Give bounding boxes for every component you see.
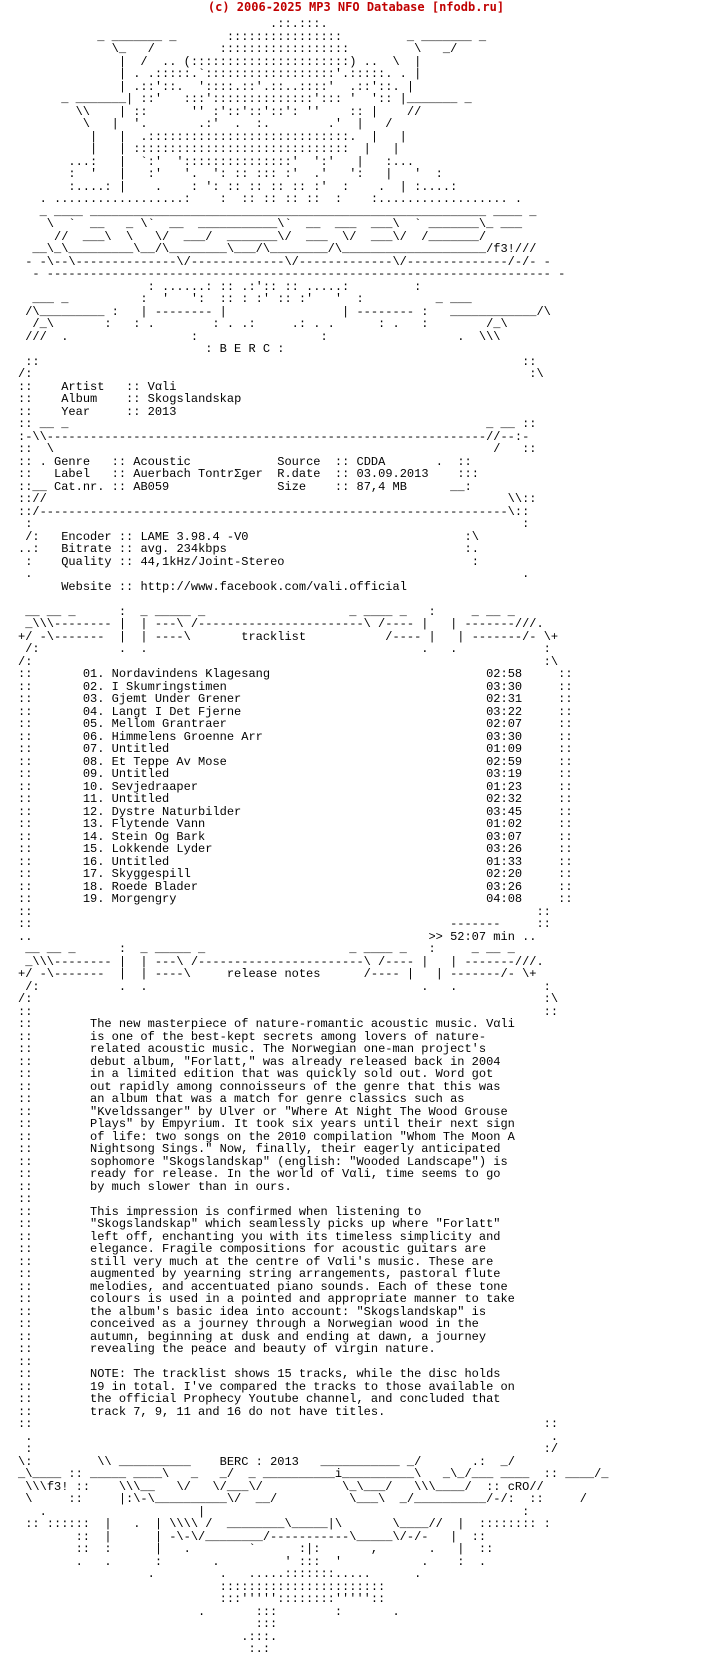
track-title: Untitled — [112, 742, 170, 756]
track-title: Roede Blader — [112, 880, 198, 894]
track-number: 03. — [83, 692, 105, 706]
source-value: CDDA — [357, 455, 386, 469]
notes-text: related acoustic music. The Norwegian one-man project's — [90, 1042, 486, 1056]
track-row: :: 08. Et Teppe Av Mose 02:59 :: — [18, 755, 573, 769]
track-time: 02:32 — [486, 792, 522, 806]
tracklist — [18, 667, 573, 906]
field-label: Artist — [61, 380, 104, 394]
field-label: Genre — [54, 455, 90, 469]
track-title: Gjemt Under Grener — [112, 692, 242, 706]
track-row: :: 19. Morgengry 04:08 :: — [18, 892, 573, 906]
total-time: 52:07 min — [450, 930, 515, 944]
track-number: 02. — [83, 680, 105, 694]
track-time: 03:26 — [486, 842, 522, 856]
footer-year: 2013 — [270, 1455, 299, 1469]
notes-text: Plays" by Empyrium. It took six years until their next sign — [90, 1117, 515, 1131]
track-time: 01:33 — [486, 855, 522, 869]
track-title: Mellom Grantraer — [112, 717, 227, 731]
field-label: Quality — [61, 555, 111, 569]
notes-line: :: an album that was a match for genre classics such as — [18, 1092, 464, 1106]
quality-value: 44,1kHz/Joint-Stereo — [140, 555, 284, 569]
notes-text: melodies, and accentuated piano sounds. Each of these tone — [90, 1280, 508, 1294]
notes-line: :: "Kveldssanger" by Ulver or "Where At Night The Wood Grouse — [18, 1105, 508, 1119]
field-label: Size — [277, 480, 306, 494]
track-row: :: 05. Mellom Grantraer 02:07 :: — [18, 717, 573, 731]
track-time: 01:02 — [486, 817, 522, 831]
catnr-value: AB059 — [133, 480, 169, 494]
notes-text: still very much at the centre of Vαli's music. These are — [90, 1255, 493, 1269]
track-time: 02:59 — [486, 755, 522, 769]
notes-text: sophomore "Skogslandskap" (english: "Wooded Landscape") is — [90, 1155, 508, 1169]
genre-value: Acoustic — [133, 455, 191, 469]
track-row: :: 07. Untitled 01:09 :: — [18, 742, 573, 756]
notes-text: augmented by yearning string arrangements, pastoral flute — [90, 1267, 500, 1281]
track-time: 03:30 — [486, 680, 522, 694]
track-number: 08. — [83, 755, 105, 769]
track-number: 07. — [83, 742, 105, 756]
track-title: Skyggespill — [112, 867, 191, 881]
notes-text: is one of the best-kept secrets among lovers of nature- — [90, 1030, 486, 1044]
track-title: Flytende Vann — [112, 817, 206, 831]
track-number: 19. — [83, 892, 105, 906]
notes-text: the official Prophecy Youtube channel, and concluded that — [90, 1392, 500, 1406]
track-number: 09. — [83, 767, 105, 781]
field-label: Album — [61, 392, 97, 406]
notes-text: colours is used in a pointed and appropriate manner to take — [90, 1292, 515, 1306]
track-title: Nordavindens Klagesang — [112, 667, 270, 681]
track-row: :: 04. Langt I Det Fjerne 03:22 :: — [18, 705, 573, 719]
track-title: Untitled — [112, 792, 170, 806]
track-number: 10. — [83, 780, 105, 794]
track-time: 02:31 — [486, 692, 522, 706]
notes-line: :: related acoustic music. The Norwegian one-man project's — [18, 1042, 486, 1056]
notes-text: elegance. Fragile compositions for acoustic guitars are — [90, 1242, 486, 1256]
release-notes-title: release notes — [227, 967, 321, 981]
notes-line: :: The new masterpiece of nature-romantic acoustic music. Vαli — [18, 1017, 515, 1031]
field-label: Year — [61, 405, 90, 419]
notes-text: Nightsong Sings." Now, finally, their eagerly anticipated — [90, 1142, 500, 1156]
size-value: 87,4 MB — [357, 480, 407, 494]
footer-art: . | : :: :::::: | . | \\\\ / ________\_____|\ \____// | :::::::: : :: | | -\-\/________/-----------\_____\/-/- | :: :: : | . ` :|: , . | :: . . : . ' ::: ' . : . . . .....:::::::..... . ::::::::::::::::::::::: :::'''''::::::::''''':: . ::: : . ::: .:::. :.: — [18, 1505, 573, 1656]
track-number: 05. — [83, 717, 105, 731]
track-row: :: 16. Untitled 01:33 :: — [18, 855, 573, 869]
track-title: Et Teppe Av Mose — [112, 755, 227, 769]
tracklist-title: tracklist — [241, 630, 306, 644]
notes-text: debut album, "Forlatt," was already released back in 2004 — [90, 1055, 500, 1069]
track-row: :: 14. Stein Og Bark 03:07 :: — [18, 830, 573, 844]
track-time: 03:19 — [486, 767, 522, 781]
notes-text: revealing the peace and beauty of virgin nature. — [90, 1342, 436, 1356]
track-number: 01. — [83, 667, 105, 681]
track-title: Morgengry — [112, 892, 177, 906]
track-time: 02:58 — [486, 667, 522, 681]
notes-text: out rapidly among connoisseurs of the genre that this was — [90, 1080, 500, 1094]
notes-line: :: left off, enchanting you with its timeless simplicity and — [18, 1230, 500, 1244]
track-row: :: 01. Nordavindens Klagesang 02:58 :: — [18, 667, 573, 681]
berc-title: B E R C — [220, 342, 270, 356]
track-time: 02:07 — [486, 717, 522, 731]
field-label: Website — [61, 580, 111, 594]
nfo-text: .::.:::. _ _______ _ :::::::::::::::: _ _______ _ \_ / :::::::::::::::::: \ _/ | / .. (::::::::::::::::::::::) .. \ | | . .:::::.`::::::::::::::::::'.:::::. . | | .::'::. '::::.::'.::..::::' .::'::. | _ _______| ::' :::'::::::::::::::'::: ' ':: |_______ _ \\ | :: '' :'::'::'::': '' :: | // \ | '. .:' . :. .' | / | | .::::::::::::::::::::::::::::. | | | | :::::::::::::::::::::::::::::: | | ...: | `:' ':::::::::::::::' ':' | :... : ' | :' '. ': :: ::: :' .' ': | ' : :....: | . : ': :: :: :: :: :' : . | :....: . ..................: : :: :: :: :: : :.................. . _ ____ _______________________________________________________ ____ _ \ ` __ _ \` __ ___________\` __ ___ ___\ ` _______\_ ___ // ___\ \ \/ ___/ _______\/ ___ \/ ___\/ /_______/ __\_\_________\__/\________\___/\________/\____________________/f3!/// - -\--\--------------\/-------------\/-------------\/--------------/-/- - - ---------------------------------------------------------------------- - : ......: :: .:':: :: .....: : ___ _ : ' ': :: : :' :: :' ' : _ ___ /\_________ : | -------- | | -------- : ____________/\ /_\ : : . : . .: .: . . : . : /_\ /// . : : . \\\ : B E R C : :: :: /: :\ :: Artist :: Vαli :: Album :: Skogslandskap :: Year :: 2013 :: __ _ _ __ :: :-\\-------------------------------------------------------------//--:- :: \ / :: :: . Genre :: Acoustic Source :: CDDA . :: :: Label :: Auerbach TontrΣger R.date :: 03.09.2013 ::: ::__ Cat.nr. :: AB059 Size :: 87,4 MB __: ::// \\:: ::/-----------------------------------------------------------------\:: : : /: Encoder :: LAME 3.98.4 -V0 :\ ..: Bitrate :: avg. 234kbps :. : Quality :: 44,1kHz/Joint-Stereo : . . Website :: http://www.facebook.com/vali.official __ __ _ : _ _____ _ _ ____ _ : _ __ _ _\\\-------- | | ---\ /-----------------------\ /---- | | -------///. +/ -\------- | | ----\ tracklist /---- | | -------/- \+ /: . . . . : /: :\ :: 01. Nordavindens Klagesang 02:58 :: :: 02. I Skumringstimen 03:30 :: :: 03. Gjemt Under Grener 02:31 :: :: 04. Langt I Det Fjerne 03:22 :: :: 05. Mellom Grantraer 02:07 :: :: 06. Himmelens Groenne Arr 03:30 :: :: 07. Untitled 01:09 :: :: 08. Et Teppe Av Mose 02:59 :: :: 09. Untitled 03:19 :: :: 10. Sevjedraaper 01:23 :: :: 11. Untitled 02:32 :: :: 12. Dystre Naturbilder 03:45 :: :: 13. Flytende Vann 01:02 :: :: 14. Stein Og Bark 03:07 :: :: 15. Lokkende Lyder 03:26 :: :: 16. Untitled 01:33 :: :: 17. Skyggespill 02:20 :: :: 18. Roede Blader 03:26 :: :: 19. Morgengry 04:08 :: :: :: :: ------- :: .. >> 52:07 min .. __ __ _ : _ _____ _ _ ____ _ : _ __ _ _\\\-------- | | ---\ /-----------------------\ /---- | | -------///. +/ -\------- | | ----\ release notes /---- | | -------/- \+ /: . . . . : /: :\ :: :: :: The new masterpiece of nature-romantic acoustic music. Vαli :: is one of the best-kept secrets among lovers of nature- :: related acoustic music. The Norwegian one-man project's :: debut album, "Forlatt," was already released back in 2004 :: in a limited edition that was quickly sold out. Word got :: out rapidly among connoisseurs of the genre that this was :: an album that was a match for genre classics such as :: "Kveldssanger" by Ulver or "Where At Night The Wood Grouse :: Plays" by Empyrium. It took six years until their next sign :: of life: two songs on the 2010 compilation "Whom The Moon A :: Nightsong Sings." Now, finally, their eagerly anticipated :: sophomore "Skogslandskap" (english: "Wooded Landscape") is :: ready for release. In the world of Vαli, time seems to go :: by much slower than in ours. :: :: This impression is confirmed when listening to :: "Skogslandskap" which seamlessly picks up where "Forlatt" :: left off, enchanting you with its timeless simplicity and :: elegance. Fragile compositions for acoustic guitars are :: still very much at the centre of Vαli's music. These are :: augmented by yearning string arrangements, pastoral flute :: melodies, and accentuated piano sounds. Each of these tone :: colours is used in a pointed and appropriate manner to take :: the album's basic idea into account: "Skogslandskap" is :: conceived as a journey through a Norwegian wood in the :: autumn, beginning at dusk and ending at dawn, a journey :: revealing the peace and beauty of virgin nature. :: :: NOTE: The tracklist shows 15 tracks, while the disc holds :: 19 in total. I've compared the tracks to those available on :: the official Prophecy Youtube channel, and concluded that :: track 7, 9, 11 and 16 do not have titles. :: :: . . : :/ \: \\ __________ BERC : 2013 ___________ _/ .: _/ _\____ :: _____ ____\ _ _/ _ __________i__________\ _\_/___ ____ :: ____/_ \\\f3! :: \\\__ \/ \/___\/ \_\___/ \\\____/ :: cRO// \ :: |:\-\__________\/ __/ \___\ _/__________/-/: :: / . | : :: :::::: | . | \\\\ / ________\_____|\ \____// | :::::::: : :: | | -\-\/________/-----------\_____\/-/- | :: :: : | . ` :|: , . | :: . . : . ' ::: ' . : . . . .....:::::::..... . ::::::::::::::::::::::: :::'''''::::::::''''':: . ::: : . ::: .:::. :.: — [18, 18, 609, 1656]
field-label: R.date — [277, 467, 320, 481]
track-row: :: 09. Untitled 03:19 :: — [18, 767, 573, 781]
track-time: 03:22 — [486, 705, 522, 719]
encoder-value: LAME 3.98.4 -V0 — [140, 530, 248, 544]
notes-text: of life: two songs on the 2010 compilation "Whom The Moon A — [90, 1130, 515, 1144]
track-number: 13. — [83, 817, 105, 831]
notes-line: :: track 7, 9, 11 and 16 do not have titles. — [18, 1405, 385, 1419]
track-number: 04. — [83, 705, 105, 719]
notes-line: :: out rapidly among connoisseurs of the genre that this was — [18, 1080, 500, 1094]
field-label: Label — [54, 467, 90, 481]
notes-text: track 7, 9, 11 and 16 do not have titles. — [90, 1405, 385, 1419]
track-number: 16. — [83, 855, 105, 869]
artist-value: Vαli — [148, 380, 177, 394]
year-value: 2013 — [148, 405, 177, 419]
notes-text: NOTE: The tracklist shows 15 tracks, while the disc holds — [90, 1367, 500, 1381]
track-number: 06. — [83, 730, 105, 744]
logo-art: .::.:::. _ _______ _ :::::::::::::::: _ _______ _ \_ / :::::::::::::::::: \ _/ | / .. (::::::::::::::::::::::) .. \ | | . .:::::.`::::::::::::::::::'.:::::. . | | .::'::. '::::.::'.::..::::' .::'::. | _ _______| ::' :::'::::::::::::::'::: ' ':: |_______ _ \\ | :: '' :'::'::'::': '' :: | // \ | '. .:' . :. .' | / | | .::::::::::::::::::::::::::::. | | | | :::::::::::::::::::::::::::::: | | ...: | `:' ':::::::::::::::' ':' | :... : ' | :' '. ': :: ::: :' .' ': | ' : :....: | . : ': :: :: :: :: :' : . | :....: . ..................: : :: :: :: :: : :.................. . — [18, 17, 544, 206]
notes-text: the album's basic idea into account: "Skogslandskap" is — [90, 1305, 486, 1319]
track-row: :: 06. Himmelens Groenne Arr 03:30 :: — [18, 730, 573, 744]
notes-line: :: Plays" by Empyrium. It took six years until their next sign — [18, 1117, 515, 1131]
track-title: Langt I Det Fjerne — [112, 705, 242, 719]
field-label: Source — [277, 455, 320, 469]
bitrate-value: avg. 234kbps — [140, 542, 226, 556]
berc-frame: _ ____ _______________________________________________________ ____ _ \ ` __ _ \` __ ___________\` __ ___ ___\ ` _______\_ ___ // ___\ \ \/ ___/ _______\/ ___ \/ ___\/ /_______/ __\_\_________\__/\________\___/\________/\____________________/f3!/// - -\--\--------------\/-------------\/-------------\/--------------/-/- - - ---------------------------------------------------------------------- - : ......: :: .:':: :: .....: : ___ _ : ' ': :: : :' :: :' ' : _ ___ /\_________ : | -------- | | -------- : ____________/\ /_\ : : . : . .: .: . . : . : /_\ /// . : : . \\\ — [18, 205, 565, 344]
track-row: :: 18. Roede Blader 03:26 :: — [18, 880, 573, 894]
field-label: Encoder — [61, 530, 111, 544]
notes-line: :: in a limited edition that was quickly sold out. Word got — [18, 1067, 493, 1081]
track-number: 18. — [83, 880, 105, 894]
track-number: 11. — [83, 792, 105, 806]
notes-text: left off, enchanting you with its timeless simplicity and — [90, 1230, 500, 1244]
track-title: Himmelens Groenne Arr — [112, 730, 263, 744]
notes-line: :: NOTE: The tracklist shows 15 tracks, while the disc holds — [18, 1367, 500, 1381]
track-row: :: 17. Skyggespill 02:20 :: — [18, 867, 573, 881]
footer-berc: BERC — [220, 1455, 249, 1469]
track-row: :: 10. Sevjedraaper 01:23 :: — [18, 780, 573, 794]
notes-line: :: 19 in total. I've compared the tracks to those available on — [18, 1380, 515, 1394]
notes-line: :: sophomore "Skogslandskap" (english: "Wooded Landscape") is — [18, 1155, 508, 1169]
track-title: Dystre Naturbilder — [112, 805, 242, 819]
notes-line: :: conceived as a journey through a Norwegian wood in the — [18, 1317, 479, 1331]
notes-line: :: "Skogslandskap" which seamlessly picks up where "Forlatt" — [18, 1217, 500, 1231]
track-row: :: 11. Untitled 02:32 :: — [18, 792, 573, 806]
track-row: :: 02. I Skumringstimen 03:30 :: — [18, 680, 573, 694]
track-row: :: 12. Dystre Naturbilder 03:45 :: — [18, 805, 573, 819]
notes-line: :: ready for release. In the world of Vαli, time seems to go — [18, 1167, 500, 1181]
notes-line: :: This impression is confirmed when listening to — [18, 1205, 421, 1219]
track-number: 17. — [83, 867, 105, 881]
notes-line: :: is one of the best-kept secrets among lovers of nature- — [18, 1030, 486, 1044]
track-time: 04:08 — [486, 892, 522, 906]
release-notes: :: The new masterpiece of nature-romantic acoustic music. Vαli :: is one of the best-kept secrets among lovers of nature- :: related acoustic music. The Norwegian one-man project's :: debut album, "Forlatt," was already released back in 2004 :: in a limited edition that was quickly sold out. Word got :: out rapidly among connoisseurs of the genre that this was :: an album that was a match for genre classics such as :: "Kveldssanger" by Ulver or "Where At Night The Wood Grouse :: Plays" by Empyrium. It took six years until their next sign :: of life: two songs on the 2010 compilation "Whom The Moon A :: Nightsong Sings." Now, finally, their eagerly anticipated :: sophomore "Skogslandskap" (english: "Wooded Landscape") is :: ready for release. In the world of Vαli, time seems to go :: by much slower than in ours. :: :: This impression is confirmed when listening to :: "Skogslandskap" which seamlessly picks up where "Forlatt" :: left off, enchanting you with its timeless simplicity and :: elegance. Fragile compositions for acoustic guitars are :: still very much at the centre of Vαli's music. These are :: augmented by yearning string arrangements, pastoral flute :: melodies, and accentuated piano sounds. Each of these tone :: colours is used in a pointed and appropriate manner to take :: the album's basic idea into account: "Skogslandskap" is :: conceived as a journey through a Norwegian wood in the :: autumn, beginning at dusk and ending at dawn, a journey :: revealing the peace and beauty of virgin nature. :: :: NOTE: The tracklist shows 15 tracks, while the disc holds :: 19 in total. I've compared the tracks to those available on :: the official Prophecy Youtube channel, and concluded that :: track 7, 9, 11 and 16 do not have titles. — [18, 1017, 515, 1419]
notes-line: :: revealing the peace and beauty of virgin nature. — [18, 1342, 436, 1356]
field-label: Cat.nr. — [54, 480, 104, 494]
track-number: 14. — [83, 830, 105, 844]
track-row: :: 15. Lokkende Lyder 03:26 :: — [18, 842, 573, 856]
notes-text: autumn, beginning at dusk and ending at dawn, a journey — [90, 1330, 486, 1344]
notes-line: :: colours is used in a pointed and appropriate manner to take — [18, 1292, 515, 1306]
track-row: :: 03. Gjemt Under Grener 02:31 :: — [18, 692, 573, 706]
notes-line: :: the official Prophecy Youtube channel, and concluded that — [18, 1392, 500, 1406]
track-title: Lokkende Lyder — [112, 842, 213, 856]
notes-text: "Kveldssanger" by Ulver or "Where At Night The Wood Grouse — [90, 1105, 508, 1119]
track-time: 03:07 — [486, 830, 522, 844]
notes-line: :: autumn, beginning at dusk and ending at dawn, a journey — [18, 1330, 486, 1344]
field-label: Bitrate — [61, 542, 111, 556]
rdate-value: 03.09.2013 — [357, 467, 429, 481]
notes-text: an album that was a match for genre classics such as — [90, 1092, 464, 1106]
footer-tag-right: cRO — [508, 1480, 530, 1494]
notes-text: The new masterpiece of nature-romantic acoustic music. Vαli — [90, 1017, 515, 1031]
notes-text: "Skogslandskap" which seamlessly picks up where "Forlatt" — [90, 1217, 500, 1231]
label-value: Auerbach TontrΣger — [133, 467, 263, 481]
site-header: (c) 2006-2025 MP3 NFO Database [nfodb.ru] — [0, 0, 712, 14]
track-title: Sevjedraaper — [112, 780, 198, 794]
track-time: 03:45 — [486, 805, 522, 819]
notes-text: ready for release. In the world of Vαli, time seems to go — [90, 1167, 500, 1181]
track-title: Untitled — [112, 767, 170, 781]
track-row: :: 13. Flytende Vann 01:02 :: — [18, 817, 573, 831]
track-title: I Skumringstimen — [112, 680, 227, 694]
notes-text: conceived as a journey through a Norwegian wood in the — [90, 1317, 479, 1331]
track-title: Untitled — [112, 855, 170, 869]
track-title: Stein Og Bark — [112, 830, 206, 844]
notes-line: :: of life: two songs on the 2010 compilation "Whom The Moon A — [18, 1130, 515, 1144]
notes-text: by much slower than in ours. — [90, 1180, 292, 1194]
notes-line: :: melodies, and accentuated piano sounds. Each of these tone — [18, 1280, 508, 1294]
footer-tag-left: f3! — [47, 1480, 69, 1494]
notes-line: :: debut album, "Forlatt," was already released back in 2004 — [18, 1055, 500, 1069]
notes-text: in a limited edition that was quickly sold out. Word got — [90, 1067, 493, 1081]
track-time: 02:20 — [486, 867, 522, 881]
notes-line: :: elegance. Fragile compositions for acoustic guitars are — [18, 1242, 486, 1256]
notes-text: This impression is confirmed when listening to — [90, 1205, 421, 1219]
website-link[interactable]: http://www.facebook.com/vali.official — [140, 580, 406, 594]
notes-text: 19 in total. I've compared the tracks to those available on — [90, 1380, 515, 1394]
track-number: 12. — [83, 805, 105, 819]
notes-line: :: the album's basic idea into account: "Skogslandskap" is — [18, 1305, 486, 1319]
notes-line: :: Nightsong Sings." Now, finally, their eagerly anticipated — [18, 1142, 500, 1156]
notes-line: :: by much slower than in ours. — [18, 1180, 292, 1194]
track-time: 03:26 — [486, 880, 522, 894]
album-value: Skogslandskap — [148, 392, 242, 406]
notes-line: :: augmented by yearning string arrangements, pastoral flute — [18, 1267, 500, 1281]
track-number: 15. — [83, 842, 105, 856]
track-time: 01:23 — [486, 780, 522, 794]
track-time: 03:30 — [486, 730, 522, 744]
notes-line: :: still very much at the centre of Vαli's music. These are — [18, 1255, 493, 1269]
track-time: 01:09 — [486, 742, 522, 756]
